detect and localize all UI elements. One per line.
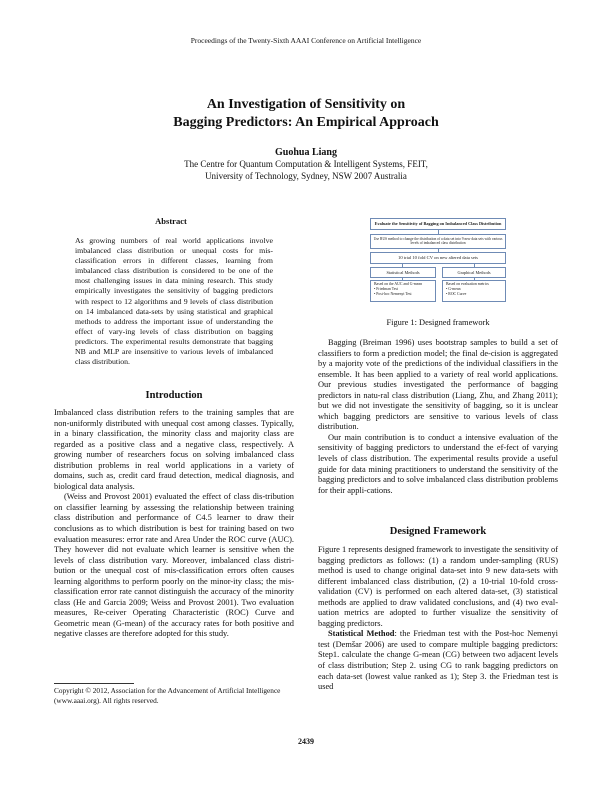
fig-graphical-list-head: Based on evaluation metrics — [446, 282, 489, 286]
framework-figure — [362, 214, 514, 314]
statistical-method-paragraph — [318, 629, 558, 692]
title-line-2: Bagging Predictors: An Empirical Approach — [173, 115, 439, 130]
framework-paragraph: Figure 1 represents designed framework to investigate the sensitivity of bagging predictors as follows: (1) a random under-sampling (RUS) method is used to change original data-set into 9 new data-sets with different imbalanced class distribution, (2) a 10-trial 10-fold cross-validation (CV) is performed on each altered data-set, (3) statistical methods are applied to draw validated conclusions, and (4) two eval-uation metrics are adopted to further visualize the sensitivity of bagging predictors. — [318, 545, 558, 628]
intro-paragraph-1: Imbalanced class distribution refers to the training samples that are non-uniformly distributed with unequal cost among classes. Typically, in a binary classification, the minority class and majority class are regarded as a positive class and a negative class, respectively. A growing number of researchers focus on solving imbalanced class distribution problems in real world applications in a variety of domains, such as, credit card fraud detection, medical diagnosis, and biological data analysis. — [54, 408, 294, 491]
fig-cv-label: 10 trial 10 fold CV on new altered data sets — [398, 255, 478, 260]
affiliation-line-2: University of Technology, Sydney, NSW 2007 Australia — [205, 171, 407, 181]
copyright-footnote: Copyright © 2012, Association for the Advancement of Artificial Intelligence (www.aaai.org). All rights reserved. — [54, 686, 281, 705]
introduction-body — [54, 408, 294, 640]
fig-rus-box — [370, 234, 506, 249]
designed-framework-heading: Designed Framework — [389, 526, 487, 537]
fig-graphical-item: • ROC Curve — [446, 292, 467, 296]
fig-graphical-list — [446, 282, 504, 297]
proceedings-header: Proceedings of the Twenty-Sixth AAAI Conference on Artificial Intelligence — [190, 36, 422, 45]
fig-statistical-list — [374, 282, 434, 297]
fig-graphical-item: • G-mean — [446, 287, 461, 291]
affiliation-line-1: The Centre for Quantum Computation & Intelligent Systems, FEIT, — [184, 159, 428, 169]
designed-framework-body — [318, 545, 558, 693]
fig-evaluate-label: Evaluate the Sensitivity of Bagging on Imbalanced Class Distribution — [374, 221, 502, 226]
author-name: Guohua Liang — [275, 147, 337, 158]
fig-statistical-label: Statistical Methods — [386, 270, 420, 275]
fig-cv-box — [370, 252, 506, 264]
page-number: 2439 — [298, 737, 314, 746]
fig-statistical-list-head: Based on the AUC and G-mean — [374, 282, 422, 286]
right-column-intro — [318, 338, 558, 496]
contribution-paragraph: Our main contribution is to conduct a intensive evaluation of the sensitivity of bagging predictors to understand the ef-fect of varying levels of class distribution. The experimental results provide a useful guide for data mining practitioners to understand the sensitivity of the bagging predictors and to solve imbalanced class distribution problems for their appli-cations. — [318, 432, 558, 495]
fig-statistical-details — [370, 280, 436, 302]
fig-graphical-label: Graphical Methods — [457, 270, 491, 275]
paper-title — [0, 96, 612, 132]
fig-statistical-item: • Friedman Test — [374, 287, 398, 291]
abstract-heading: Abstract — [155, 216, 187, 226]
statistical-method-runin: Statistical Method — [328, 629, 395, 639]
intro-paragraph-2: (Weiss and Provost 2001) evaluated the effect of class dis-tribution on classifier learning by assessing the relationship between training class distribution and performance of C4.5 learner to draw their conclusions as to which distribution is best for training based on two evaluation measures: error rate and Area Under the ROC curve (AUC). They however did not evaluate which learner is sensitive when the levels of class distribution vary. Moreover, imbalanced class distri-bution or the unequal cost of mis-classification errors often causes learning algorithms to perform poorly on the minor-ity class; the mis-classification error rate cannot distinguish the accuracy of the minority class (He and Garcia 2009; Weiss and Provost 2001). Two evaluation measures, Re-ceiver Operating Characteristic (ROC) Curve and Geometric mean (G-mean) of the accuracy rates for both positive and negative classes are therefore adopted for this study. — [54, 492, 294, 639]
statistical-method-text: : the Friedman test with the Post-hoc Nemenyi test (Demšar 2006) are used to compare multiple bagging predictors: Step1. calculate the change G-mean (CG) between two adjacent levels of class distribution; Step 2. using CG to rank bagging predictors on each data-set (lowest value ranked as 1); Step 3. the Friedman test is used — [318, 629, 558, 692]
introduction-heading: Introduction — [145, 390, 203, 401]
fig-statistical-box — [370, 267, 436, 278]
abstract-text: As growing numbers of real world applications involve imbalanced class distribution or unequal costs for mis-classification errors in different classes, learning from imbalanced class distribution is considered to be one of the most challenging issues in data mining research. This study empirically investigates the sensitivity of bagging predictors with respect to 12 algorithms and 9 levels of class distribution on 14 imbalanced data-sets by using statistical and graphical methods to address the important issue of understanding the effect of vary-ing levels of class distribution on bagging predictors. The experimental results demonstrate that bagging NB and MLP are insensitive to various levels of imbalanced class distribution. — [75, 236, 273, 367]
fig-statistical-item: • Post-hoc Nemenyi Test — [374, 292, 412, 296]
bagging-paragraph: Bagging (Breiman 1996) uses bootstrap samples to build a set of classifiers to form a prediction model; the final de-cision is aggregated by a majority vote of the predictions of the individual classifiers in the ensemble. It has been applied to a variety of real world applications. Our previous studies investigated the performance of bagging predictors in natu-ral class distribution (Liang, Zhu, and Zhang 2011); but we did not investigate the sensitivity of bagging, so it is unclear which bagging predictors are sensitive to various levels of class distribution. — [318, 338, 558, 432]
author-affiliation — [0, 158, 612, 182]
fig-graphical-details — [442, 280, 506, 302]
title-line-1: An Investigation of Sensitivity on — [206, 97, 406, 112]
figure-caption: Figure 1: Designed framework — [386, 318, 490, 327]
footnote-rule — [54, 683, 134, 684]
fig-rus-label: Use RUS method to change the distribution of a data set into 9 new data sets with various levels of imbalanced class distribution — [373, 236, 503, 245]
